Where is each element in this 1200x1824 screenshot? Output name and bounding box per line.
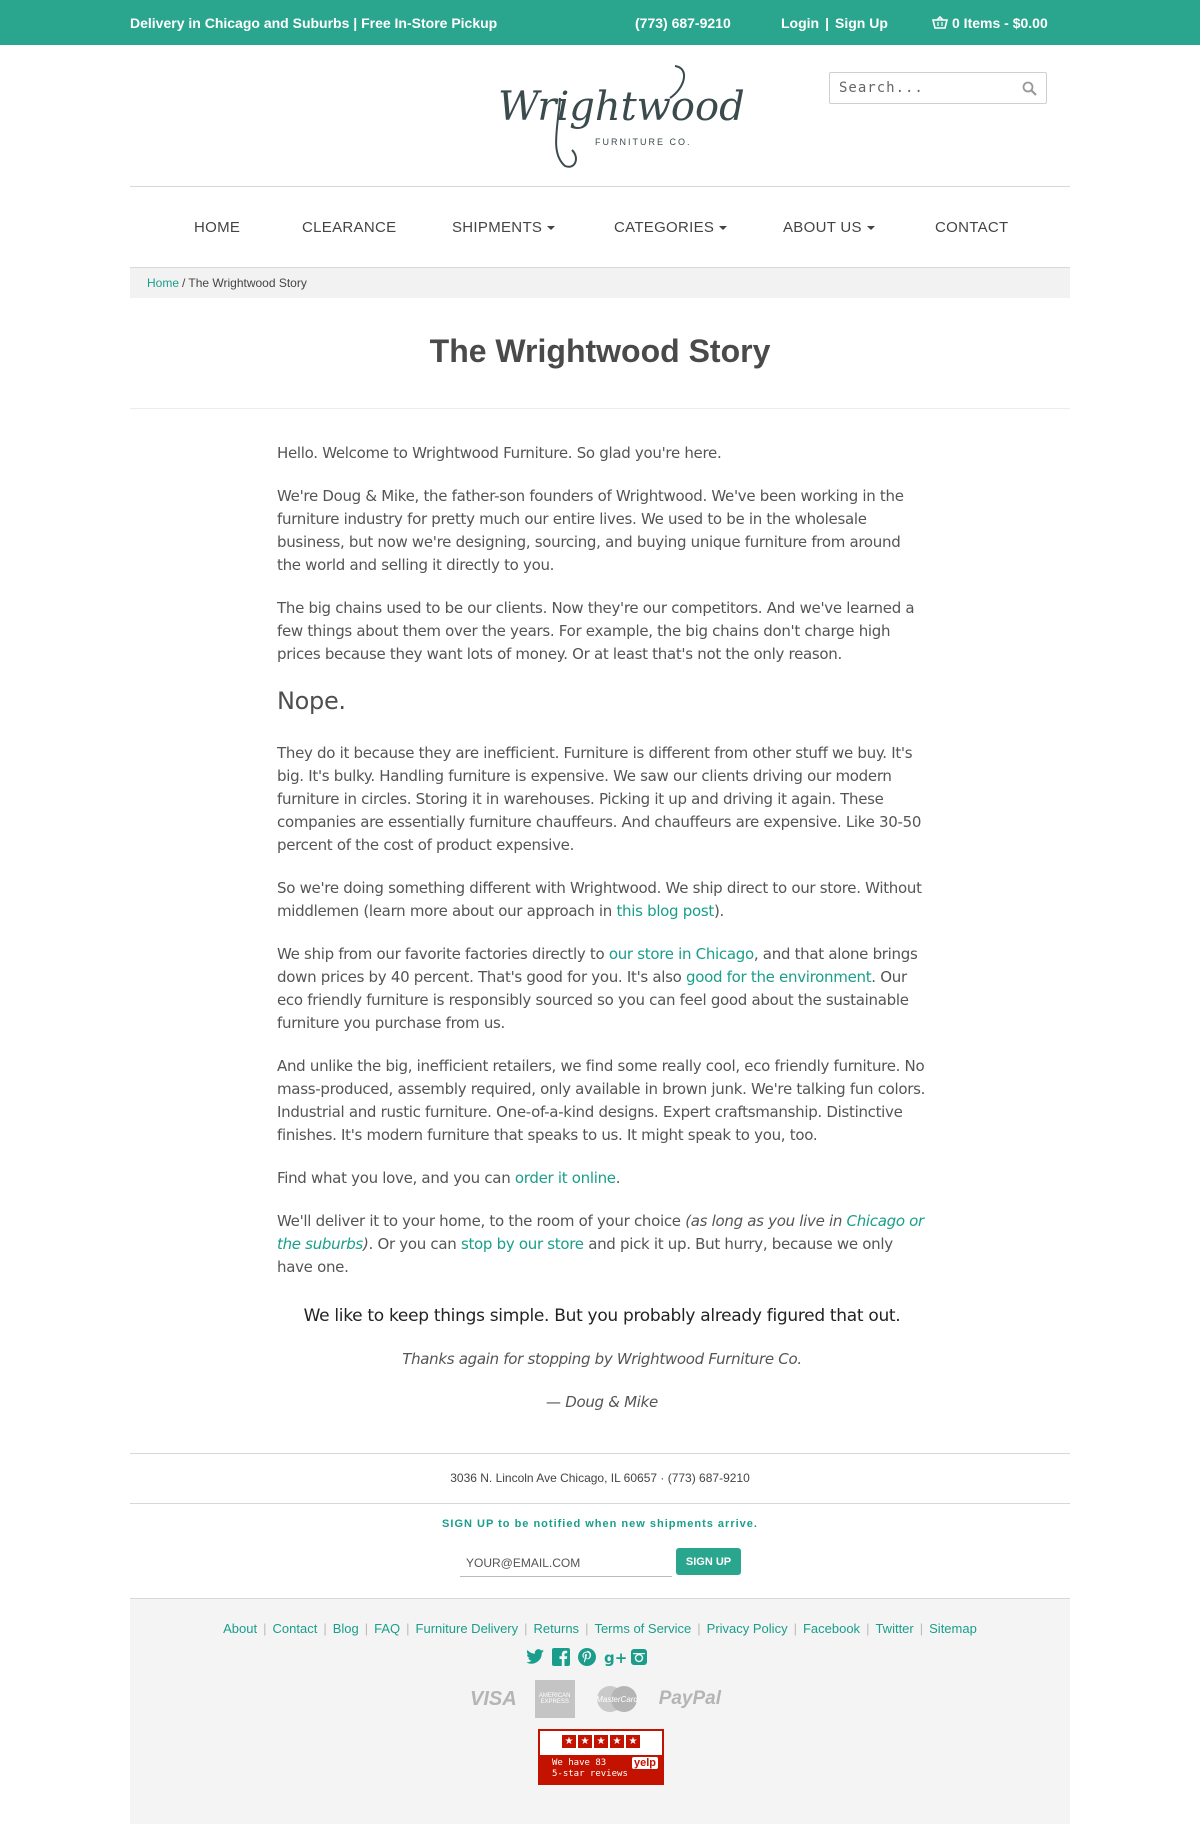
cart-summary: 0 Items - $0.00 [952,15,1048,31]
divider: | [364,1621,369,1636]
nav-shipments-label: SHIPMENTS [452,219,543,236]
yelp-line1: We have 83 [552,1758,607,1768]
text: We'll deliver it to your home, to the room of your choice [277,1212,686,1230]
breadcrumb-divider: / [182,276,186,290]
paypal-logo: PayPal [658,1688,722,1709]
newsletter-label-rest: to be notified when new shipments arrive. [494,1518,758,1530]
breadcrumb-current: The Wrightwood Story [188,276,307,290]
paragraph [277,1167,927,1190]
signup-link[interactable]: Sign Up [835,15,888,31]
nav-categories[interactable] [614,219,727,236]
facebook-icon[interactable] [551,1647,571,1667]
divider: | [793,1621,797,1636]
newsletter-signup-button[interactable]: SIGN UP [676,1548,741,1575]
star-icon: ★ [626,1735,640,1748]
social-icons [525,1647,649,1667]
footer-link-delivery[interactable]: Furniture Delivery [415,1621,519,1636]
site-footer [130,1598,1070,1824]
footer-link-twitter[interactable]: Twitter [875,1621,914,1636]
twitter-icon[interactable] [525,1647,545,1667]
paragraph: Hello. Welcome to Wrightwood Furniture. So glad you're here. [277,444,722,462]
svg-text:Wrightwood: Wrightwood [498,84,745,130]
delivery-promo: Delivery in Chicago and Suburbs | Free In-Store Pickup [130,15,498,31]
chevron-down-icon [719,226,727,230]
svg-text:FURNITURE CO.: FURNITURE CO. [595,137,692,147]
divider: | [866,1621,870,1636]
account-separator: | [825,15,830,31]
text: , and that alone brings down prices by 40 percent. That's good for you. It's also [277,945,918,986]
newsletter-label-strong: SIGN UP [442,1518,495,1530]
star-icon: ★ [562,1735,576,1748]
signature: — Doug & Mike [546,1393,658,1411]
google-plus-icon[interactable] [603,1647,628,1667]
star-icon: ★ [594,1735,608,1748]
star-icon: ★ [610,1735,624,1748]
tagline: We like to keep things simple. But you probably already figured that out. [303,1306,901,1326]
paragraph: We're Doug & Mike, the father-son founders of Wrightwood. We've been working in the furniture industry for pretty much our entire lives. We used to be in the wholesale business, but now we're designing, sourcing, and buying unique furniture from around the world and selling it directly to you. [277,487,904,574]
breadcrumb [130,268,1070,298]
chevron-down-icon [867,226,875,230]
site-logo[interactable] [490,58,745,173]
pinterest-icon[interactable] [577,1647,597,1667]
order-online-link[interactable]: order it online [514,1169,616,1187]
nav-shipments[interactable] [452,219,555,236]
environment-link[interactable]: good for the environment [686,968,872,986]
chevron-down-icon [547,226,555,230]
mastercard-logo [593,1684,641,1714]
divider: | [323,1621,327,1636]
svg-text:MasterCard: MasterCard [595,1695,638,1704]
text: Find what you love, and you can [277,1169,515,1187]
nav-contact[interactable]: CONTACT [935,219,1009,236]
star-icon: ★ [578,1735,592,1748]
text: and pick it up. But hurry, because we only have one. [277,1235,893,1276]
amex-logo: AMERICAN EXPRESS [535,1680,575,1718]
divider: | [919,1621,924,1636]
yelp-badge[interactable] [538,1729,664,1785]
top-bar [0,0,1200,45]
nav-clearance[interactable]: CLEARANCE [302,219,397,236]
text: We ship from our favorite factories directly to [277,945,609,963]
divider: | [406,1621,410,1636]
yelp-line2: 5-star reviews [552,1769,628,1779]
text: (as long as you live in [685,1212,847,1230]
divider: | [263,1621,267,1636]
store-chicago-link[interactable]: our store in Chicago [608,945,754,963]
main-nav [130,186,1070,268]
instagram-icon[interactable] [629,1647,649,1667]
delivery-area-link[interactable]: Chicago or the suburbs [277,1212,924,1253]
paragraph [277,877,927,923]
nav-categories-label: CATEGORIES [614,219,715,236]
newsletter-email-input[interactable] [460,1549,672,1577]
search-input[interactable] [830,73,1010,103]
blog-post-link[interactable]: this blog post [616,902,714,920]
paragraph [277,1210,927,1279]
paragraph: The big chains used to be our clients. Now they're our competitors. And we've learned a few things about them over the years. For example, the big chains don't charge high prices because they want lots of money. Or at least that's not the only reason. [277,599,915,663]
divider: | [697,1621,701,1636]
cart-link[interactable] [932,15,1048,31]
nav-about[interactable] [783,219,875,236]
nav-about-label: ABOUT US [783,219,862,236]
svg-text:g+: g+ [604,1649,628,1667]
thanks-note: Thanks again for stopping by Wrightwood Furniture Co. [402,1350,802,1368]
footer-link-contact[interactable]: Contact [272,1621,318,1636]
text: . Our eco friendly furniture is responsibly sourced so you can feel good about the sustainable furniture you purchase from us. [277,968,909,1032]
newsletter-label [130,1518,1070,1530]
breadcrumb-home[interactable]: Home [147,276,180,290]
footer-link-terms[interactable]: Terms of Service [594,1621,692,1636]
visit-store-link[interactable]: stop by our store [460,1235,584,1253]
text: . Or you can [368,1235,461,1253]
title-divider [130,408,1070,409]
footer-link-blog[interactable]: Blog [332,1621,359,1636]
yelp-logo: yelp [633,1757,656,1769]
divider: | [524,1621,528,1636]
footer-link-facebook[interactable]: Facebook [802,1621,861,1636]
paragraph [277,943,927,1035]
yelp-stars [562,1735,640,1748]
footer-link-sitemap[interactable]: Sitemap [929,1621,977,1636]
text: . [615,1169,621,1187]
footer-links [130,1621,1070,1636]
text: ). [713,902,724,920]
article-body [277,442,927,1434]
footer-link-about[interactable]: About [223,1621,258,1636]
phone-link[interactable]: (773) 687-9210 [635,15,731,31]
cart-icon [932,17,948,29]
visa-logo: VISA [470,1687,517,1710]
search-box [829,72,1047,104]
address-text: 3036 N. Lincoln Ave Chicago, IL 60657 · (773) 687-9210 [450,1471,750,1485]
footer-link-faq[interactable]: FAQ [374,1621,401,1636]
text: So we're doing something different with Wrightwood. We ship direct to our store. Without middlemen (learn more about our approach in [277,879,922,920]
search-icon[interactable] [1022,81,1037,96]
footer-link-returns[interactable]: Returns [533,1621,580,1636]
section-heading: Nope. [277,687,346,715]
logo-image [490,58,745,173]
footer-link-privacy[interactable]: Privacy Policy [706,1621,788,1636]
page-title: The Wrightwood Story [429,333,771,369]
footer-address [130,1453,1070,1504]
login-link[interactable]: Login [781,15,820,31]
paragraph: They do it because they are inefficient. Furniture is different from other stuff we buy. It's big. It's bulky. Handling furniture is expensive. We saw our clients driving our modern furniture in circles. Storing it in warehouses. Picking it up and driving it again. These companies are essentially furniture chauffeurs. And chauffeurs are expensive. Like 30-50 percent of the cost of product expensive. [277,744,922,854]
account-links [781,15,888,31]
text: ) [362,1235,369,1253]
paragraph: And unlike the big, inefficient retailers, we find some really cool, eco friendly furniture. No mass-produced, assembly required, only available in brown junk. We're talking fun colors. Industrial and rustic furniture. One-of-a-kind designs. Expert craftsmanship. Distinctive finishes. It's modern furniture that speaks to us. It might speak to you, too. [277,1057,926,1144]
nav-home[interactable]: HOME [194,219,241,236]
payment-methods [470,1679,730,1719]
divider: | [585,1621,589,1636]
